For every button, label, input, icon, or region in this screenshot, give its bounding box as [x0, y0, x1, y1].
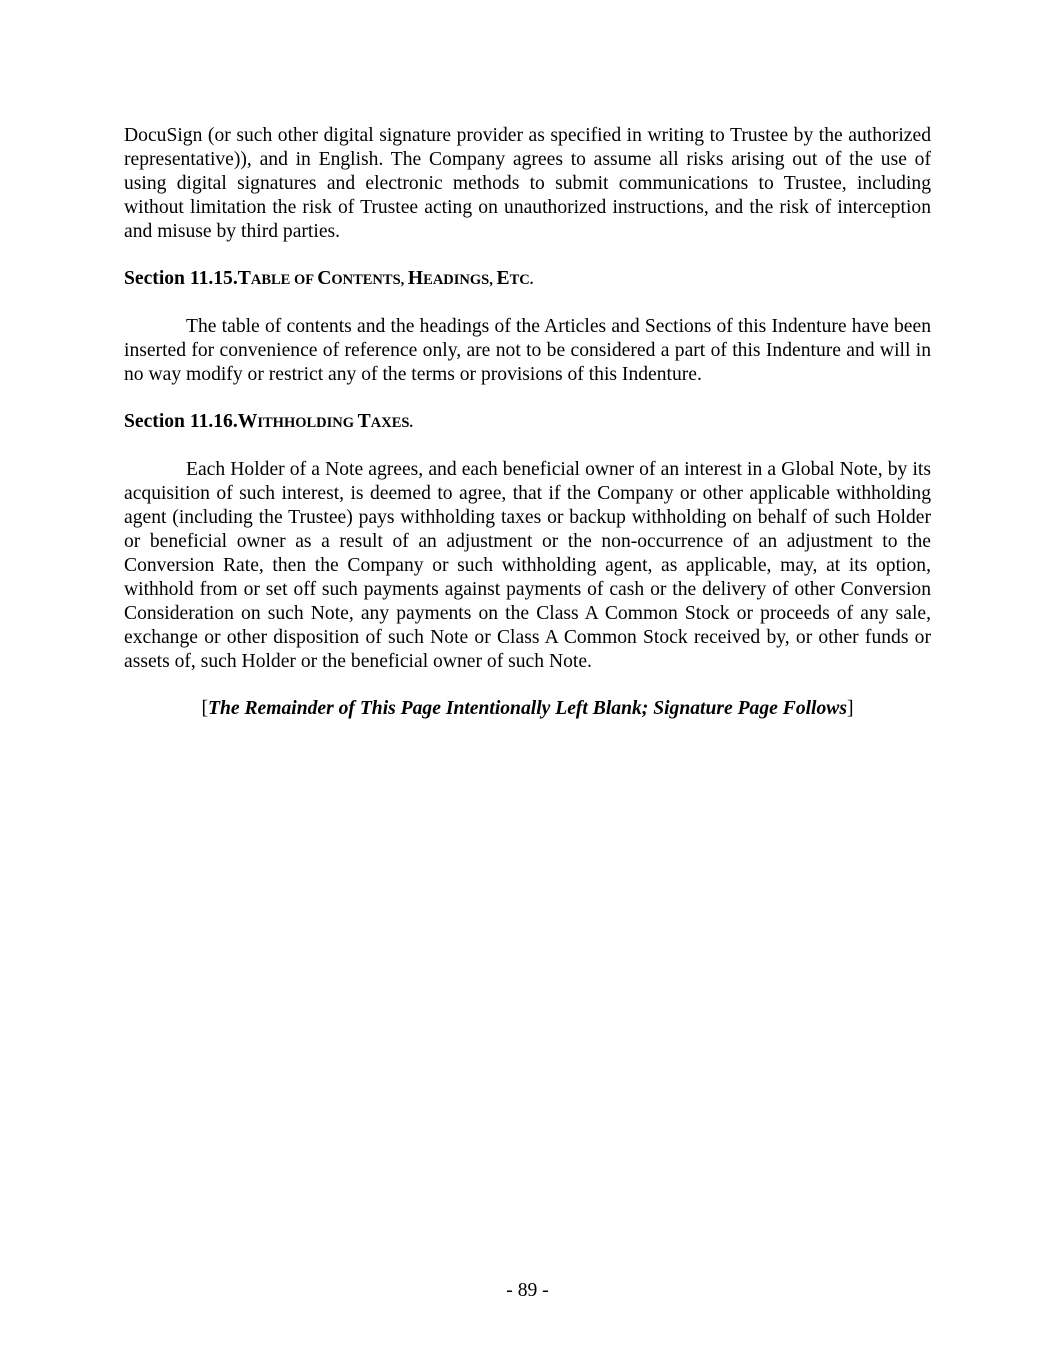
closing-note-text: The Remainder of This Page Intentionally Left Blank; Signature Page Follows — [207, 698, 847, 719]
section-11-16-heading — [124, 410, 931, 435]
page-number: - 89 - — [506, 1280, 549, 1301]
continuation-paragraph: DocuSign (or such other digital signature provider as specified in writing to Trustee by the authorized representative)), and in English. The Company agrees to assume all risks arising out of the use of using digital signatures and electronic methods to submit communications to Trustee, including without limitation the risk of Trustee acting on unauthorized instructions, and the risk of interception and misuse by third parties. — [124, 125, 931, 242]
section-11-16-number: Section 11.16. — [124, 411, 238, 432]
closing-note — [124, 697, 931, 721]
section-11-15-heading — [124, 267, 931, 292]
section-11-16-title: WITHHOLDING TAXES. — [237, 411, 414, 432]
section-11-15-title: TABLE OF CONTENTS, HEADINGS, ETC. — [237, 268, 534, 289]
closing-open-bracket: [ — [201, 698, 208, 719]
section-11-15-number: Section 11.15. — [124, 268, 238, 289]
document-page — [124, 124, 931, 721]
section-11-16-body: Each Holder of a Note agrees, and each beneficial owner of an interest in a Global Note, by its acquisition of such interest, is deemed to agree, that if the Company or other applicable withholding agent (including the Trustee) pays withholding taxes or backup withholding on behalf of such Holder or beneficial owner as a result of an adjustment or the non-occurrence of an adjustment to the Conversion Rate, then the Company or such withholding agent, as applicable, may, at its option, withhold from or set off such payments against payments of cash or the delivery of other Conversion Consideration on such Note, any payments on the Class A Common Stock or proceeds of any sale, exchange or other disposition of such Note or Class A Common Stock received by, or other funds or assets of, such Holder or the beneficial owner of such Note. — [124, 459, 931, 672]
closing-close-bracket: ] — [847, 698, 854, 719]
section-11-15-body: The table of contents and the headings of the Articles and Sections of this Indenture have been inserted for convenience of reference only, are not to be considered a part of this Indenture and will in no way modify or restrict any of the terms or provisions of this Indenture. — [124, 316, 931, 385]
